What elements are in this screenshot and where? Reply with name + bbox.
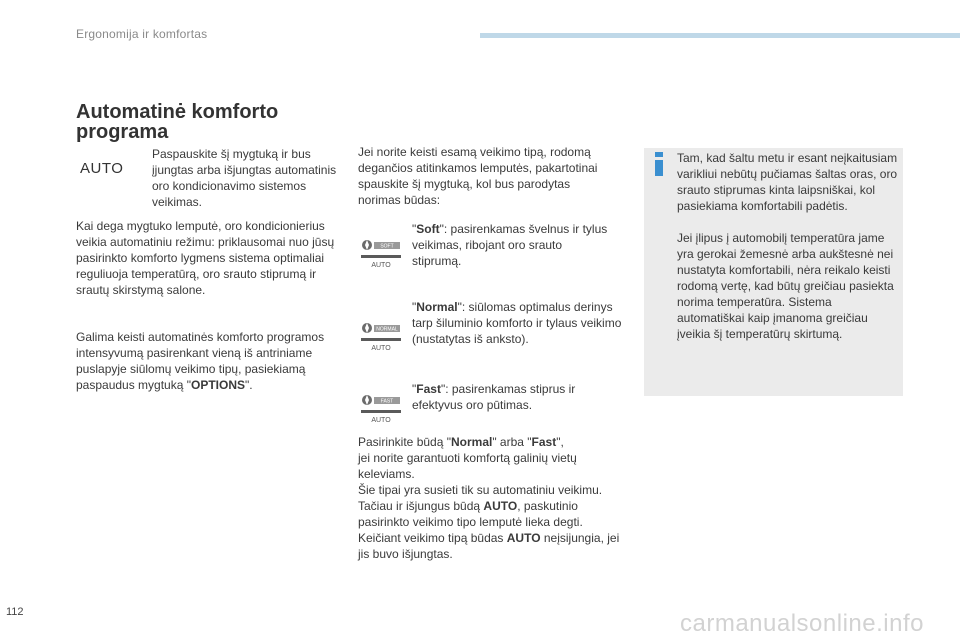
fan-icon	[358, 235, 404, 269]
left-paragraph-2	[76, 329, 338, 393]
options-text-pre: Galima keisti automatinės komforto programos intensyvumą pasirenkant vieną iš antriniame puslapyje siūlomų veikimo tipų, pasiekiamą paspaudus mygtuką "	[76, 330, 325, 392]
info-text-2: Jei įlipus į automobilį temperatūra jame yra gerokai žemesnė arba aukštesnė nei nustatyta komfortabili, nėra reikalo keisti rodomą vertę, kad būtų greičiau pasiekta norima temperatūra. Sistema automatiškai kaip įmanoma greičiau įveikia šį temperatūrų skirtumą.	[677, 231, 894, 341]
outro-rest-3-post: , paskutinio pasirinkto veikimo tipo lemputė lieka degti.	[358, 499, 583, 529]
outro-rest-4-post: neįsijungia, jei jis buvo išjungtas.	[358, 531, 620, 561]
outro-rest-4-pre: Keičiant veikimo tipą būdas	[358, 531, 507, 545]
fan-fast-icon	[358, 390, 404, 429]
info-icon	[653, 152, 665, 176]
outro-pre: Pasirinkite būdą "	[358, 435, 451, 449]
mode-soft-description: : pasirenkamas švelnus ir tylus veikimas, ribojant oro srauto stiprumą.	[412, 222, 608, 268]
page-number: 112	[6, 606, 24, 618]
mode-soft-caption: AUTO	[371, 262, 391, 269]
mode-fast-description: : pasirenkamas stiprus ir efektyvus oro pūtimas.	[412, 382, 576, 412]
outro-normal: Normal	[450, 435, 493, 449]
mode-fast-name: Fast	[416, 382, 441, 396]
modes-outro	[358, 434, 620, 562]
auto-instruction: Paspauskite šį mygtuką ir bus įjungtas arba išjungtas automatinis oro kondicionavimo sistemos veikimas.	[152, 147, 337, 209]
outro-line-3	[358, 498, 620, 530]
mode-normal-tag: NORMAL	[376, 326, 398, 333]
mode-normal-caption: AUTO	[371, 345, 391, 352]
fan-normal-icon	[358, 318, 404, 357]
mode-soft-text: "Soft": pasirenkamas švelnus ir tylus veikimas, ribojant oro srauto stiprumą.	[412, 222, 608, 268]
mode-soft-name: Soft	[416, 222, 440, 236]
options-button-name: OPTIONS	[191, 378, 246, 392]
outro-fast: Fast	[531, 435, 557, 449]
mode-fast-tag: FAST	[380, 398, 394, 405]
modes-intro: Jei norite keisti esamą veikimo tipą, rodomą degančios atitinkamos lemputės, pakartotinai spauskite šį mygtuką, kol bus parodytas norimas būdas:	[358, 145, 598, 207]
auto-button-icon: AUTO	[80, 160, 124, 177]
mode-fast-text: "Fast": pasirenkamas stiprus ir efektyvus oro pūtimas.	[412, 382, 576, 412]
header-accent-bar	[480, 33, 960, 38]
fan-icon	[358, 318, 404, 352]
page-title: Automatinė komforto programa	[76, 101, 279, 143]
outro-mid: " arba "	[492, 435, 532, 449]
mode-soft-tag: SOFT	[380, 243, 394, 250]
options-text-post: ".	[245, 378, 253, 392]
outro-rest-2: Šie tipai yra susieti tik su automatiniu veikimu.	[358, 483, 603, 497]
fan-icon	[358, 390, 404, 424]
outro-auto-1: AUTO	[483, 499, 518, 513]
outro-rest-1: jei norite garantuoti komfortą galinių vietų keleviams.	[358, 451, 577, 481]
info-text-1: Tam, kad šaltu metu ir esant neįkaitusiam varikliui nebūtų pučiamas šaltas oras, oro srauto stiprumas kinta laipsniškai, kol pasiekiama komfortabili padėtis.	[677, 151, 898, 213]
left-paragraph-1: Kai dega mygtuko lemputė, oro kondicionierius veikia automatiniu režimu: priklausomai nuo jūsų pasirinkto komforto lygmens sistema optimaliai reguliuoja temperatūrą, oro srauto stiprumą ir srautų skirstymą salone.	[76, 219, 335, 297]
section-header: Ergonomija ir komfortas	[76, 27, 208, 41]
watermark: carmanualsonline.info	[680, 610, 924, 637]
mode-normal-text: "Normal": siūlomas optimalus derinys tarp šiluminio komforto ir tylaus veikimo (nustatytas iš anksto).	[412, 300, 622, 346]
outro-auto-2: AUTO	[506, 531, 541, 545]
outro-rest-3-pre: Tačiau ir išjungus būdą	[358, 499, 484, 513]
outro-line-1	[358, 434, 620, 450]
outro-line-4	[358, 530, 620, 562]
mode-normal-name: Normal	[416, 300, 458, 314]
mode-normal-description: : siūlomas optimalus derinys tarp šiluminio komforto ir tylaus veikimo (nustatytas iš anksto).	[412, 300, 622, 346]
mode-fast-caption: AUTO	[371, 417, 391, 424]
fan-soft-icon	[358, 235, 404, 274]
outro-post: ",	[556, 435, 564, 449]
